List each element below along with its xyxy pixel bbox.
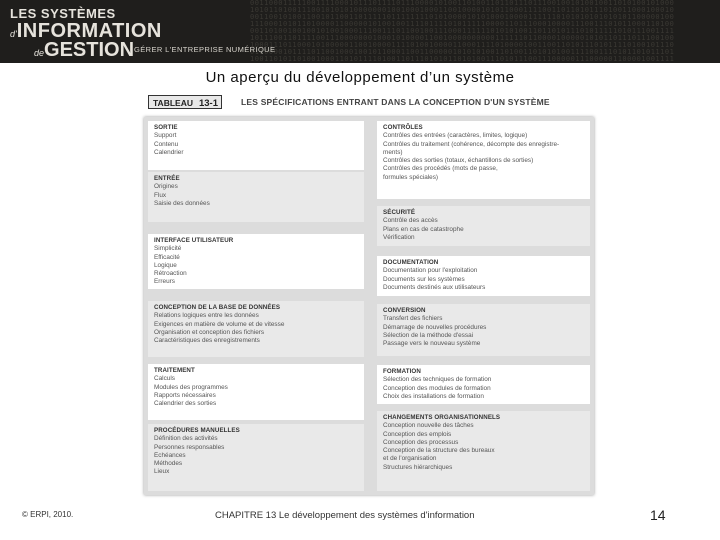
- table-section-item: formules spéciales): [383, 173, 439, 181]
- table-section-item: Plans en cas de catastrophe: [383, 225, 464, 233]
- footer-copyright: © ERPI, 2010.: [22, 510, 74, 519]
- table-section-item: Contrôle des accès: [383, 217, 438, 225]
- table-section-heading: SORTIE: [154, 124, 178, 131]
- logo-line-1: LES SYSTÈMES: [10, 6, 116, 21]
- header-banner: [0, 0, 720, 63]
- table-section-item: Rapports nécessaires: [154, 391, 216, 399]
- table-section-heading: CONCEPTION DE LA BASE DE DONNÉES: [154, 304, 281, 311]
- table-section-item: Contrôles des sorties (totaux, échantillons de sorties): [383, 157, 534, 165]
- table-section-item: Relations logiques entre les données: [154, 312, 259, 320]
- logo-line-3-main: GESTION: [44, 39, 135, 61]
- table-title: LES SPÉCIFICATIONS ENTRANT DANS LA CONCEPTION D'UN SYSTÈME: [241, 97, 550, 107]
- table-section-item: Documents sur les systèmes: [383, 275, 465, 283]
- table-section-heading: SÉCURITÉ: [383, 209, 416, 216]
- table-section: [377, 365, 590, 404]
- table-section-item: Définition des activités: [154, 435, 218, 443]
- table-section-item: Modules des programmes: [154, 383, 228, 391]
- table-section-item: Organisation et conception des fichiers: [154, 328, 265, 336]
- slide-title: [0, 69, 720, 86]
- logo-tagline: GÉRER L'ENTREPRISE NUMÉRIQUE: [134, 45, 276, 54]
- table-section: [148, 172, 364, 222]
- table-section: [148, 301, 364, 357]
- table-section-item: Démarrage de nouvelles procédures: [383, 323, 487, 331]
- table-section-item: Lieux: [154, 468, 170, 476]
- table-section-item: Support: [154, 132, 177, 140]
- table-section-item: Efficacité: [154, 253, 180, 261]
- table-section-item: Contrôles des entrées (caractères, limites, logique): [383, 132, 528, 140]
- table-section: [148, 424, 364, 491]
- table-section: [377, 304, 590, 356]
- table-section: [377, 256, 590, 296]
- binary-pattern-background: 001100011111001111000101110111101110000101001101001101101110111001001010010011010100101000 101011010011100101010100000001001000100011001000010101100011110011011010111010011000100010 001100101001100101100110111110111111110101000010101000100001111110101010101010101100000100 111000101011010000110000010100100111101111010111110000110111000100001110011101011000110100 001101001001001010010001110011101100100111000111111010101001101101011101011111010111001111 101110011011110011100000001000101000011001000000000011111101100001000001010110111011100100 100011101100010100000110010000111101001000011000111101000010011001101011101011110100101110 011000010111101100100010010110001100110000010101010011010011010101001111001110101101011101 100110101101001000110101111010011011101010110101001110101110011100000111000001100001001111: [250, 0, 675, 63]
- table-section-heading: CHANGEMENTS ORGANISATIONNELS: [383, 414, 501, 421]
- slide-title-text: Un aperçu du développement d’un système: [205, 69, 515, 86]
- table-section-heading: DOCUMENTATION: [383, 259, 439, 266]
- table-section: [377, 121, 590, 199]
- table-section-item: et de l'organisation: [383, 455, 437, 463]
- table-section-heading: TRAITEMENT: [154, 367, 195, 374]
- table-section-item: Conception de la structure des bureaux: [383, 447, 495, 455]
- table-section-heading: INTERFACE UTILISATEUR: [154, 237, 234, 244]
- table-section-item: Conception des emplois: [383, 430, 452, 438]
- table-section: [148, 364, 364, 420]
- table-section-item: Contrôles des procédés (mots de passe,: [383, 165, 498, 173]
- table-section-item: Choix des installations de formation: [383, 392, 484, 400]
- table-section-item: Documents destinés aux utilisateurs: [383, 283, 486, 291]
- table-badge: [148, 95, 222, 109]
- logo-line-2-main: INFORMATION: [16, 20, 162, 42]
- table-section-item: Saisie des données: [154, 199, 210, 207]
- table-section-item: Rétroaction: [154, 270, 187, 278]
- table-section-item: Conception nouvelle des tâches: [383, 422, 474, 430]
- table-section-item: Contrôles du traitement (cohérence, décompte des enregistre-: [383, 140, 560, 148]
- table-section-item: Contenu: [154, 140, 179, 148]
- table-section-item: Sélection de la méthode d'essai: [383, 331, 474, 339]
- table-section-item: Échéances: [154, 451, 186, 459]
- table-section-item: Sélection des techniques de formation: [383, 376, 492, 384]
- table-section-item: Calendrier des sorties: [154, 400, 217, 408]
- table-section-item: Structures hiérarchiques: [383, 463, 453, 471]
- table-section-item: Calculs: [154, 375, 175, 383]
- table-section-item: Caractéristiques des enregistrements: [154, 337, 260, 345]
- table-section-heading: CONVERSION: [383, 307, 426, 314]
- logo-line-3-prefix: de: [34, 48, 45, 58]
- table-section-heading: FORMATION: [383, 368, 421, 375]
- table-section: [377, 411, 590, 491]
- table-section-item: Erreurs: [154, 278, 175, 286]
- table-section-heading: CONTRÔLES: [383, 124, 423, 131]
- footer-chapter: CHAPITRE 13 Le développement des systèmes d'information: [215, 510, 475, 521]
- table-section: [377, 206, 590, 246]
- table-section-item: Conception des processus: [383, 438, 459, 446]
- table-section-item: Simplicité: [154, 245, 182, 253]
- table-section-item: Conception des modules de formation: [383, 384, 491, 392]
- table-section-heading: ENTRÉE: [154, 175, 180, 182]
- table-section-heading: PROCÉDURES MANUELLES: [154, 427, 240, 434]
- table-section-item: Exigences en matière de volume et de vitesse: [154, 320, 285, 328]
- table-section-item: Personnes responsables: [154, 443, 225, 451]
- table-badge-label: TABLEAU: [153, 98, 193, 108]
- table-section-item: Origines: [154, 183, 178, 191]
- table-section-item: Transfert des fichiers: [383, 315, 443, 323]
- table-section-item: Vérification: [383, 233, 415, 241]
- table-section-item: Documentation pour l'exploitation: [383, 267, 478, 275]
- table-section-item: Méthodes: [154, 460, 183, 468]
- table-section-item: Flux: [154, 191, 167, 199]
- table-section-item: Calendrier: [154, 148, 184, 156]
- table-badge-number: 13-1: [198, 98, 218, 109]
- table-section: [148, 234, 364, 289]
- page-number: 14: [650, 507, 666, 523]
- specifications-table: [144, 117, 594, 495]
- table-section-item: Passage vers le nouveau système: [383, 340, 481, 348]
- logo-line-3: [34, 39, 134, 62]
- table-section-item: Logique: [154, 261, 177, 269]
- table-section-item: ments): [383, 148, 403, 156]
- table-section: [148, 121, 364, 170]
- logo-line-2-prefix: d': [10, 29, 17, 39]
